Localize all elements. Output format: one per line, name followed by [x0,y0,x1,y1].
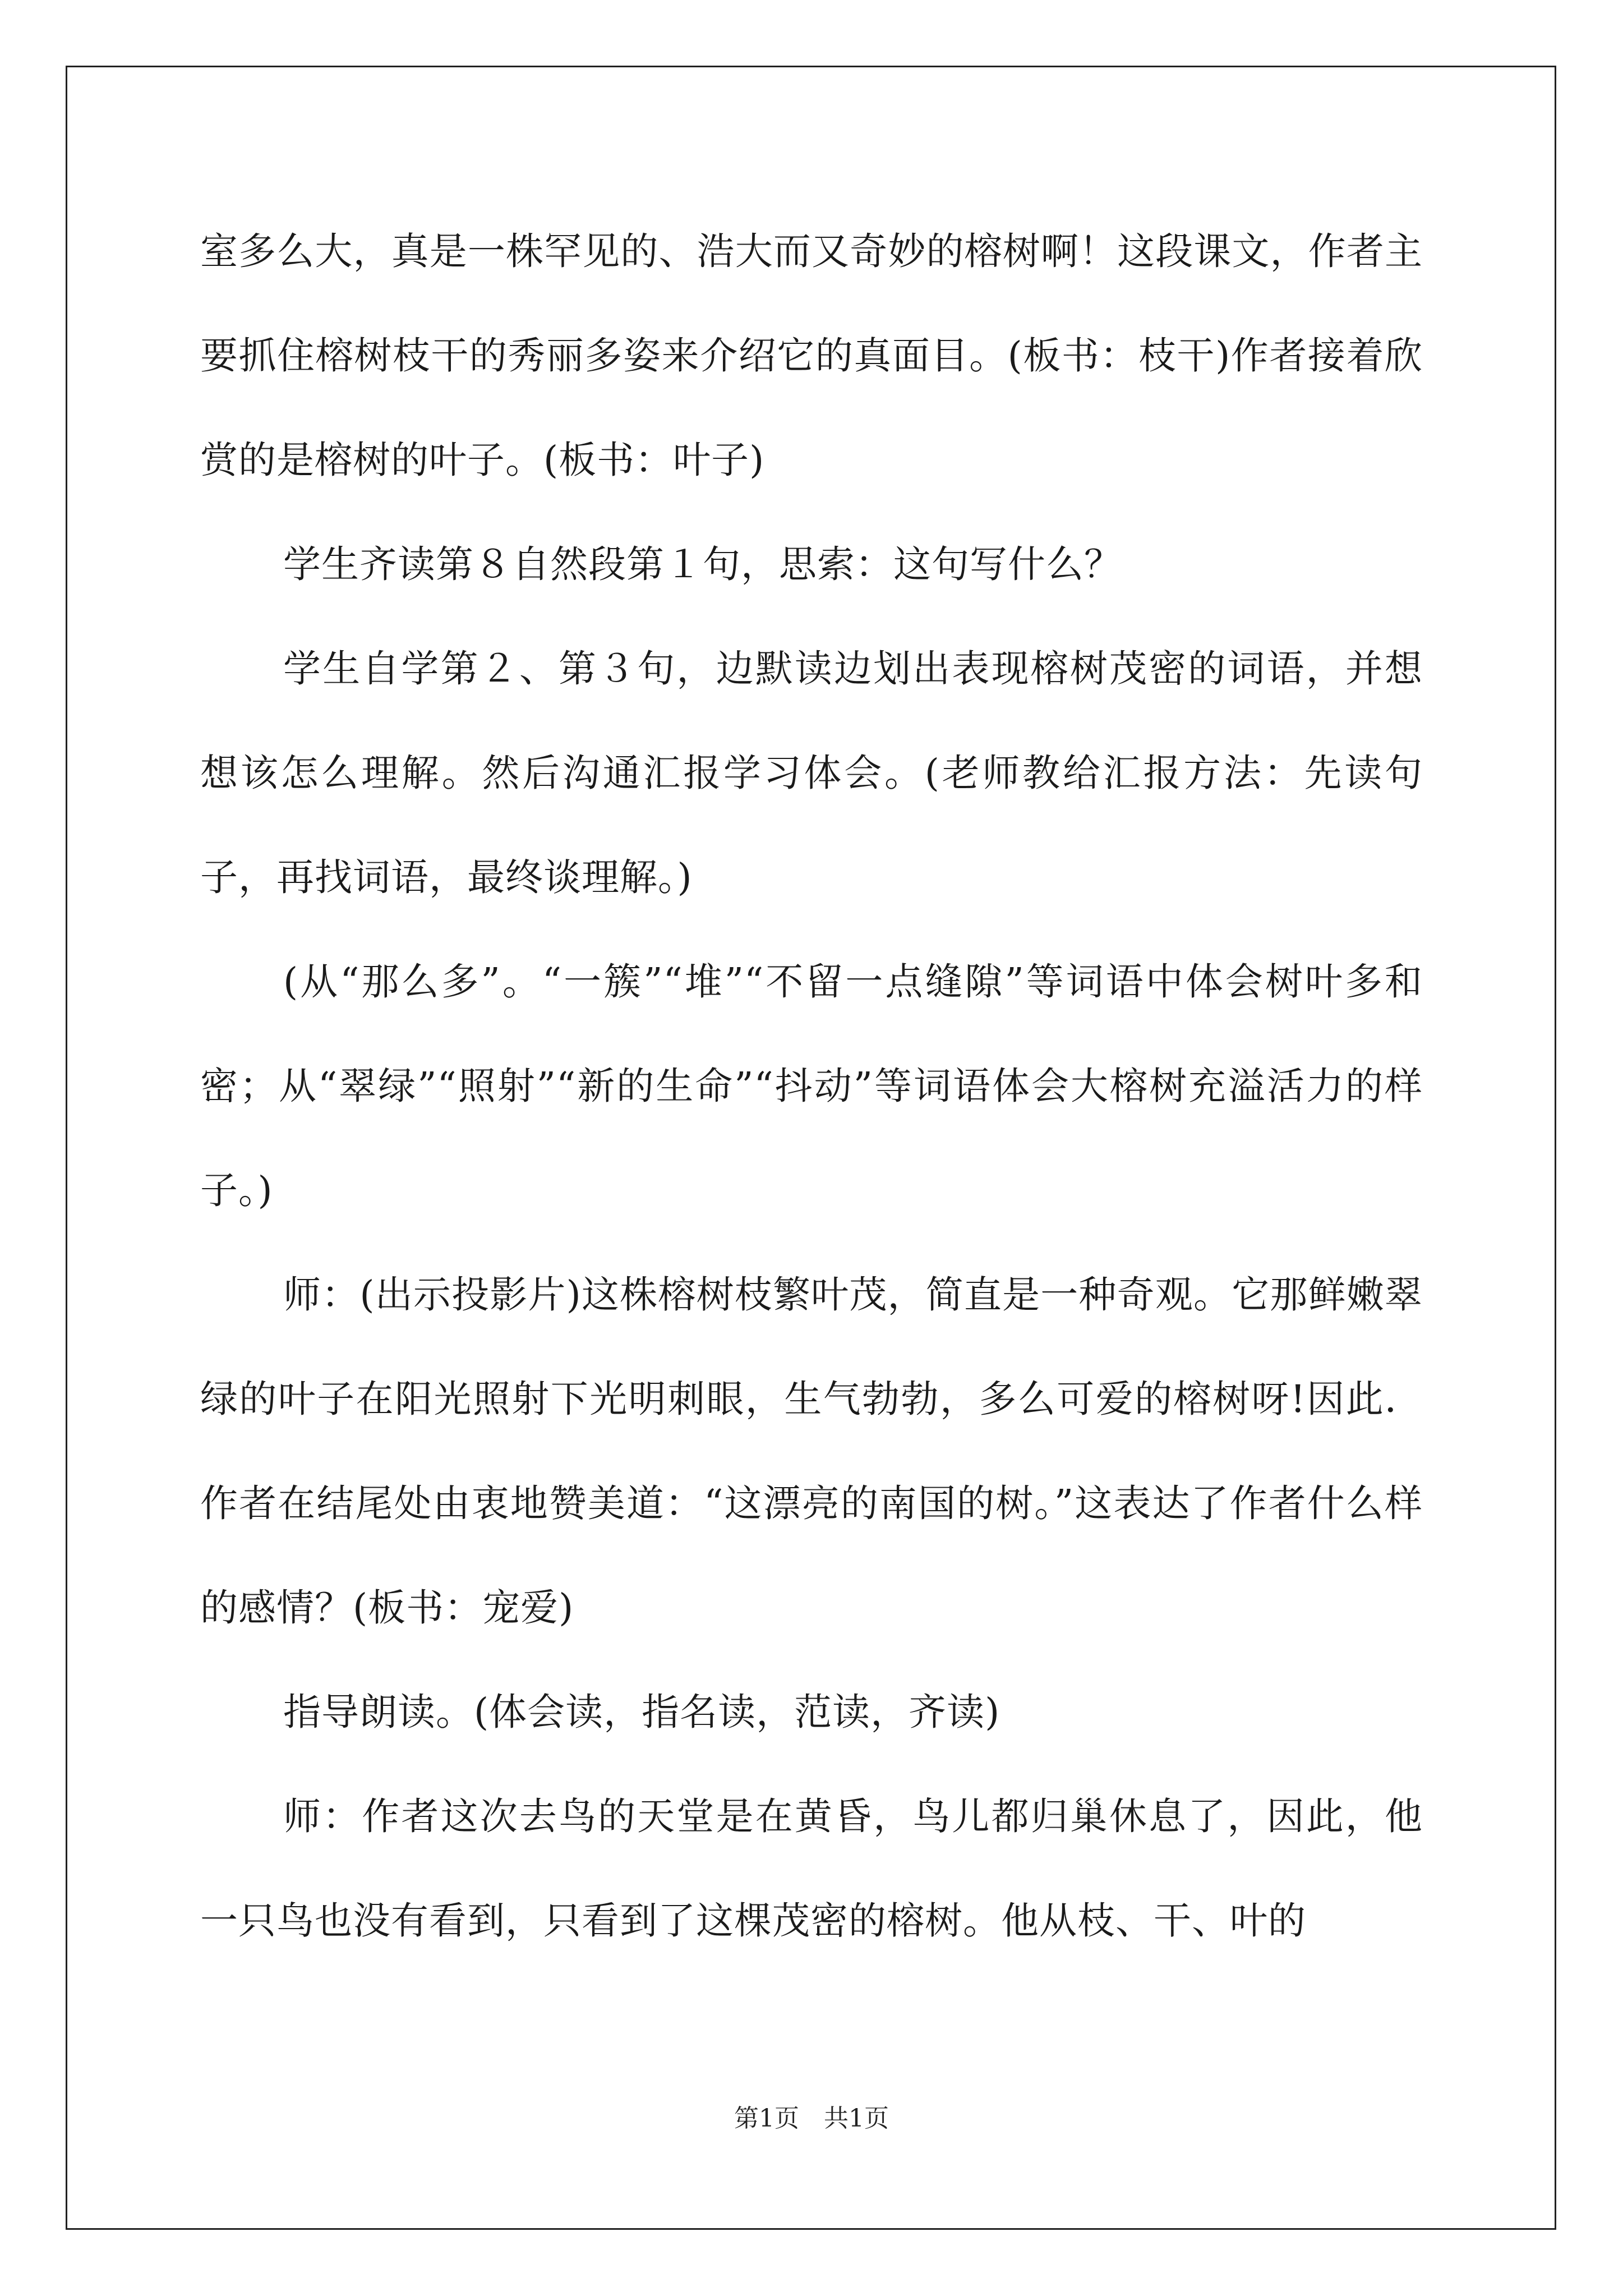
paragraph-6: 指导朗读。(体会读，指名读，范读，齐读) [283,1690,1000,1734]
page-number-footer: 第1页 共1页 [734,2104,889,2133]
paragraph-2: 学生齐读第８自然段第１句，思索：这句写什么？ [283,542,1122,586]
paragraph-4: (从“那么多”。“一簇”“堆”“不留一点缝隙”等词语中体会树叶多和密；从“翠绿”“照射”“新的生命”“抖动”等词语体会大榕树充溢活力的样子。) [200,960,1423,1212]
paragraph-5: 师：(出示投影片)这株榕树枝繁叶茂，简直是一种奇观。它那鲜嫩翠绿的叶子在阳光照射下光明刺眼，生气勃勃，多么可爱的榕树呀!因此．作者在结尾处由衷地赞美道：“这漂亮的南国的树。”这表达了作者什么样的感情？(板书：宠爱) [200,1273,1423,1630]
document-body [200,199,1423,1973]
paragraph-1: 室多么大，真是一株罕见的、浩大而又奇妙的榕树啊！这段课文，作者主要抓住榕树枝干的秀丽多姿来介绍它的真面目。(板书：枝干)作者接着欣赏的是榕树的叶子。(板书：叶子) [200,229,1423,482]
paragraph-7: 师：作者这次去鸟的天堂是在黄昏，鸟儿都归巢休息了，因此，他一只鸟也没有看到，只看到了这棵茂密的榕树。他从枝、干、叶的 [200,1795,1423,1943]
paragraph-3: 学生自学第２、第３句，边默读边划出表现榕树茂密的词语，并想想该怎么理解。然后沟通汇报学习体会。(老师教给汇报方法：先读句子，再找词语，最终谈理解。) [200,647,1423,899]
